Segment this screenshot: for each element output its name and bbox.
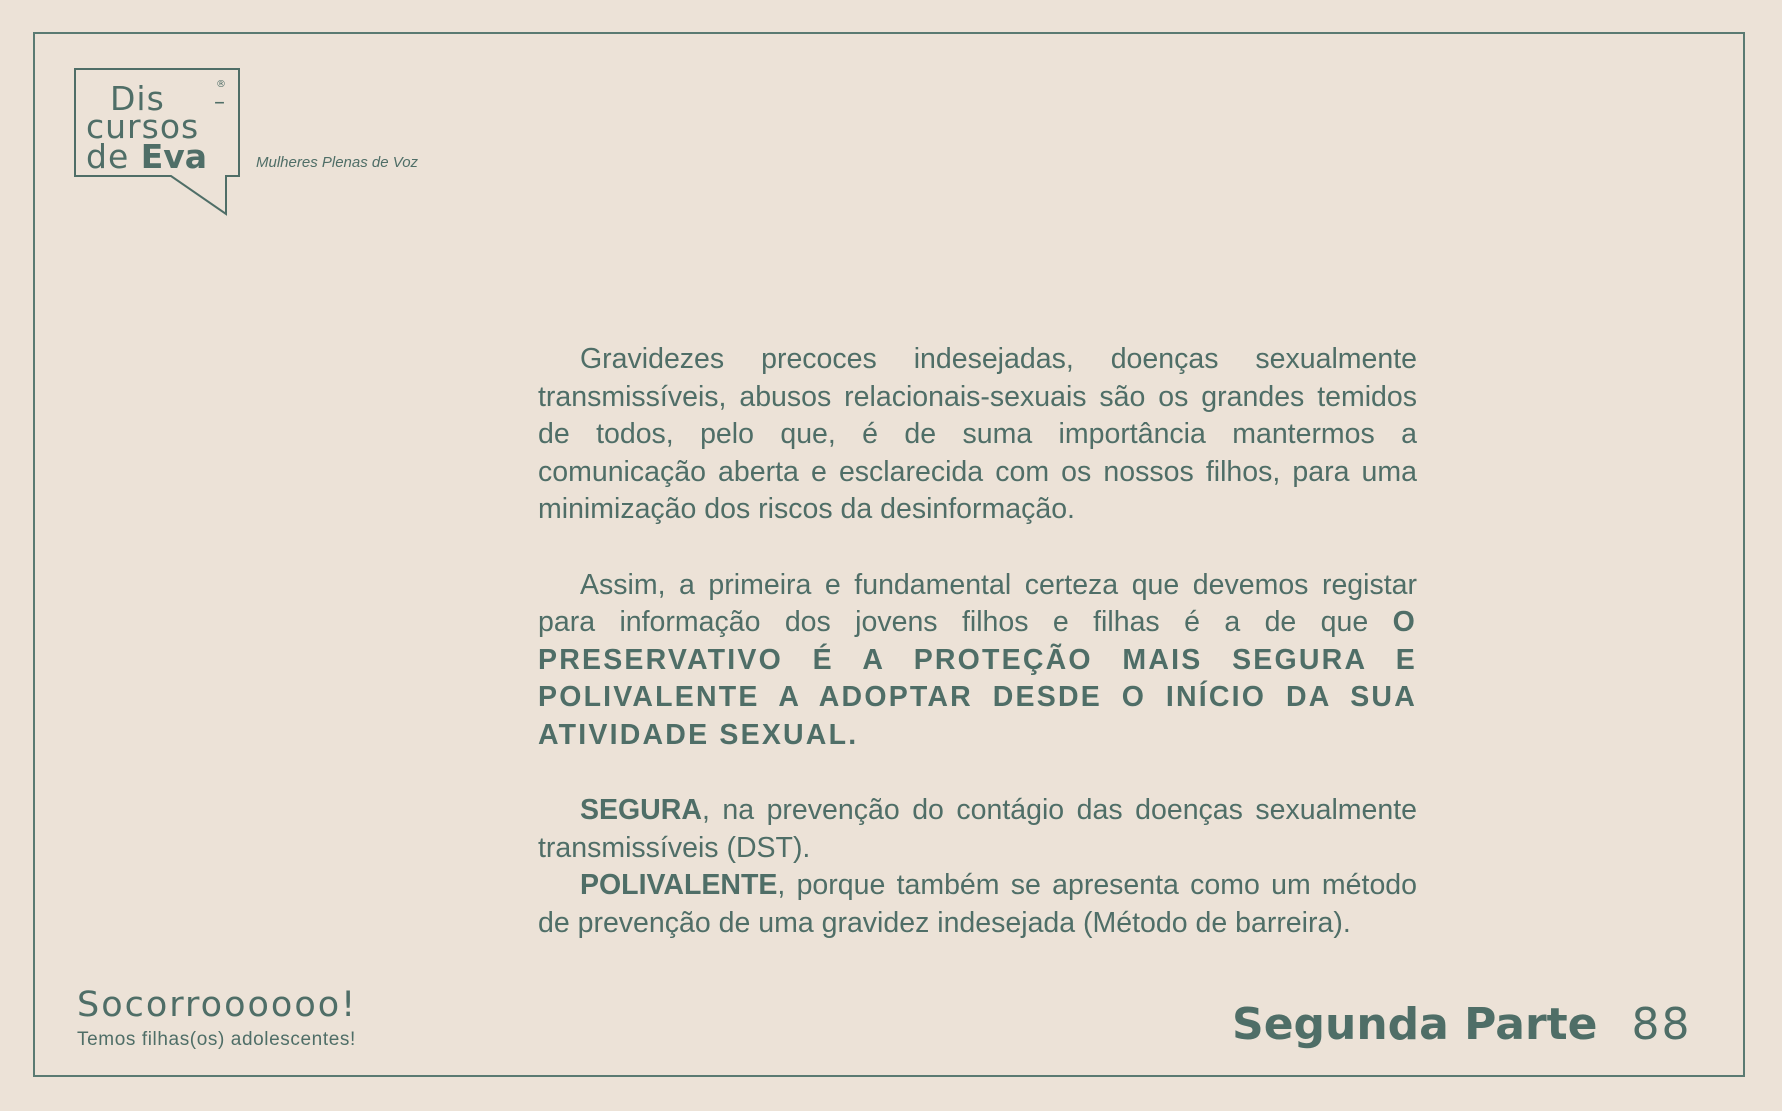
segura-term: SEGURA <box>580 794 702 826</box>
tagline: Mulheres Plenas de Voz <box>256 154 419 171</box>
paragraph-3-text: , na prevenção do contágio das doenças sexualmente transmissíveis (DST). <box>538 794 1417 864</box>
logo-text-line3-prefix: de <box>86 137 141 176</box>
logo-text-line2: cursos <box>86 107 200 146</box>
discursos-de-eva-logo <box>74 68 242 218</box>
logo-text-line3 <box>86 137 208 176</box>
logo-text-line1: Dis <box>110 79 165 118</box>
section-title: Segunda Parte <box>1232 999 1598 1050</box>
section-footer <box>1232 999 1692 1050</box>
book-title-block <box>77 985 358 1051</box>
paragraph-1: Gravidezes precoces indesejadas, doenças sexualmente transmissíveis, abusos relacionais-sexuais são os grandes temidos de todos, pelo que, é de suma importância mantermos a comunicação aberta e esclarecida com os nossos filhos, para uma minimização dos riscos da desinformação. <box>538 343 1417 525</box>
paragraph-2-text: Assim, a primeira e fundamental certeza que devemos registar para informação dos jovens filhos e filhas é a de que <box>538 568 1417 638</box>
paragraph-4-text: , porque também se apresenta como um método de prevenção de uma gravidez indesejada (Método de barreira). <box>538 869 1417 939</box>
registered-mark: ® <box>216 79 226 90</box>
logo-text-eva: Eva <box>140 137 208 176</box>
page-number: 88 <box>1631 999 1692 1050</box>
book-subtitle: Temos filhas(os) adolescentes! <box>77 1029 356 1050</box>
logo-dash: – <box>214 90 225 115</box>
body-text <box>538 341 1417 942</box>
paragraph-2-emphasis: O PRESERVATIVO É A PROTEÇÃO MAIS SEGURA E POLIVALENTE A ADOPTAR DESDE O INÍCIO DA SUA ATIVIDADE SEXUAL. <box>538 606 1417 751</box>
paragraph-3 <box>538 792 1417 867</box>
paragraph-4 <box>538 867 1417 942</box>
paragraph-2 <box>538 567 1417 755</box>
book-title: Socorroooooo! <box>77 985 358 1025</box>
polivalente-term: POLIVALENTE <box>580 869 778 901</box>
